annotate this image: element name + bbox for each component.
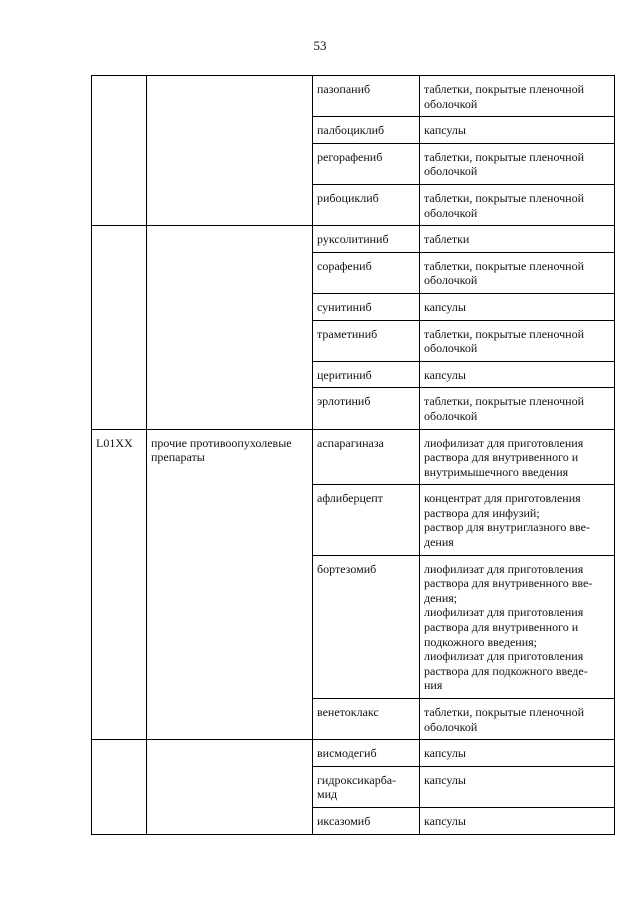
dosage-form-cell — [420, 143, 615, 184]
drug-name-cell: бортезомиб — [313, 555, 420, 698]
dosage-form-cell — [420, 807, 615, 834]
atc-group-cell — [147, 226, 313, 429]
dosage-form-line: раствор для внутриглазного вве- — [424, 520, 590, 535]
dosage-form-line: капсулы — [424, 772, 466, 787]
drug-name-cell: руксолитиниб — [313, 226, 420, 253]
table-body — [92, 76, 615, 835]
drug-name-cell: аспарагиназа — [313, 429, 420, 485]
dosage-form-line: раствора для внутривенного и — [424, 450, 579, 465]
dosage-form-line: раствора для инфузий; — [424, 505, 540, 520]
atc-group-cell: прочие противоопухолевые препараты — [147, 429, 313, 740]
dosage-form-line: капсулы — [424, 367, 466, 382]
dosage-form-line: раствора для подкожного введе- — [424, 663, 588, 678]
drug-name-cell: рибоциклиб — [313, 184, 420, 225]
atc-code-cell: L01XX — [92, 429, 147, 740]
dosage-form-line: таблетки, покрытые пленочной — [424, 190, 585, 205]
drug-name-cell: пазопаниб — [313, 76, 420, 117]
dosage-form-line: подкожного введения; — [424, 634, 537, 649]
dosage-form-line: капсулы — [424, 299, 466, 314]
atc-group-cell — [147, 76, 313, 226]
drug-name-cell: эрлотиниб — [313, 388, 420, 429]
dosage-form-line: оболочкой — [424, 408, 478, 423]
dosage-form-cell — [420, 117, 615, 144]
dosage-form-line: оболочкой — [424, 719, 478, 734]
dosage-form-line: таблетки, покрытые пленочной — [424, 326, 585, 341]
dosage-form-line: капсулы — [424, 813, 466, 828]
dosage-form-cell — [420, 555, 615, 698]
dosage-form-line: концентрат для приготовления — [424, 491, 581, 506]
dosage-form-line: таблетки, покрытые пленочной — [424, 394, 585, 409]
dosage-form-line: оболочкой — [424, 273, 478, 288]
dosage-form-cell — [420, 361, 615, 388]
atc-code-cell — [92, 226, 147, 429]
drug-name-cell: регорафениб — [313, 143, 420, 184]
dosage-form-cell — [420, 766, 615, 807]
dosage-form-cell — [420, 320, 615, 361]
dosage-form-line: таблетки, покрытые пленочной — [424, 149, 585, 164]
dosage-form-line: лиофилизат для приготовления — [424, 435, 584, 450]
dosage-form-line: лиофилизат для приготовления — [424, 605, 584, 620]
dosage-form-line: капсулы — [424, 123, 466, 138]
dosage-form-line: оболочкой — [424, 205, 478, 220]
atc-group-cell — [147, 740, 313, 834]
dosage-form-line: раствора для внутривенного и — [424, 620, 579, 635]
drug-name-cell: гидроксикарба- мид — [313, 766, 420, 807]
drug-name-cell: сунитиниб — [313, 293, 420, 320]
drug-name-cell: сорафениб — [313, 252, 420, 293]
dosage-form-line: лиофилизат для приготовления — [424, 649, 584, 664]
dosage-form-cell — [420, 184, 615, 225]
dosage-form-line: таблетки — [424, 232, 470, 247]
dosage-form-line: таблетки, покрытые пленочной — [424, 258, 585, 273]
drug-name-cell: церитиниб — [313, 361, 420, 388]
dosage-form-cell — [420, 485, 615, 555]
dosage-form-cell — [420, 429, 615, 485]
dosage-form-line: внутримышечного введения — [424, 464, 569, 479]
dosage-form-line: оболочкой — [424, 96, 478, 111]
table-row — [92, 226, 615, 253]
drug-name-cell: палбоциклиб — [313, 117, 420, 144]
drug-name-cell: иксазомиб — [313, 807, 420, 834]
dosage-form-line: оболочкой — [424, 164, 478, 179]
dosage-form-line: дения — [424, 535, 454, 550]
dosage-form-line: таблетки, покрытые пленочной — [424, 82, 585, 96]
table-row — [92, 429, 615, 485]
drug-name-cell: венетоклакс — [313, 699, 420, 740]
dosage-form-line: лиофилизат для приготовления — [424, 561, 584, 576]
table-row — [92, 740, 615, 767]
drug-name-cell: висмодегиб — [313, 740, 420, 767]
dosage-form-cell — [420, 252, 615, 293]
dosage-form-cell — [420, 226, 615, 253]
dosage-form-line: капсулы — [424, 746, 466, 761]
dosage-form-line: дения; — [424, 590, 458, 605]
dosage-form-cell — [420, 293, 615, 320]
dosage-form-cell — [420, 740, 615, 767]
dosage-form-line: ния — [424, 678, 443, 693]
atc-code-cell — [92, 76, 147, 226]
drug-name-cell: афлиберцепт — [313, 485, 420, 555]
dosage-form-line: таблетки, покрытые пленочной — [424, 705, 585, 719]
dosage-form-cell — [420, 76, 615, 117]
dosage-form-cell — [420, 699, 615, 740]
drug-name-cell: траметиниб — [313, 320, 420, 361]
drug-table — [91, 75, 615, 835]
dosage-form-line: раствора для внутривенного вве- — [424, 576, 593, 591]
dosage-form-line: оболочкой — [424, 341, 478, 356]
page-number: 53 — [313, 38, 327, 53]
atc-code-cell — [92, 740, 147, 834]
dosage-form-cell — [420, 388, 615, 429]
table-row — [92, 76, 615, 117]
